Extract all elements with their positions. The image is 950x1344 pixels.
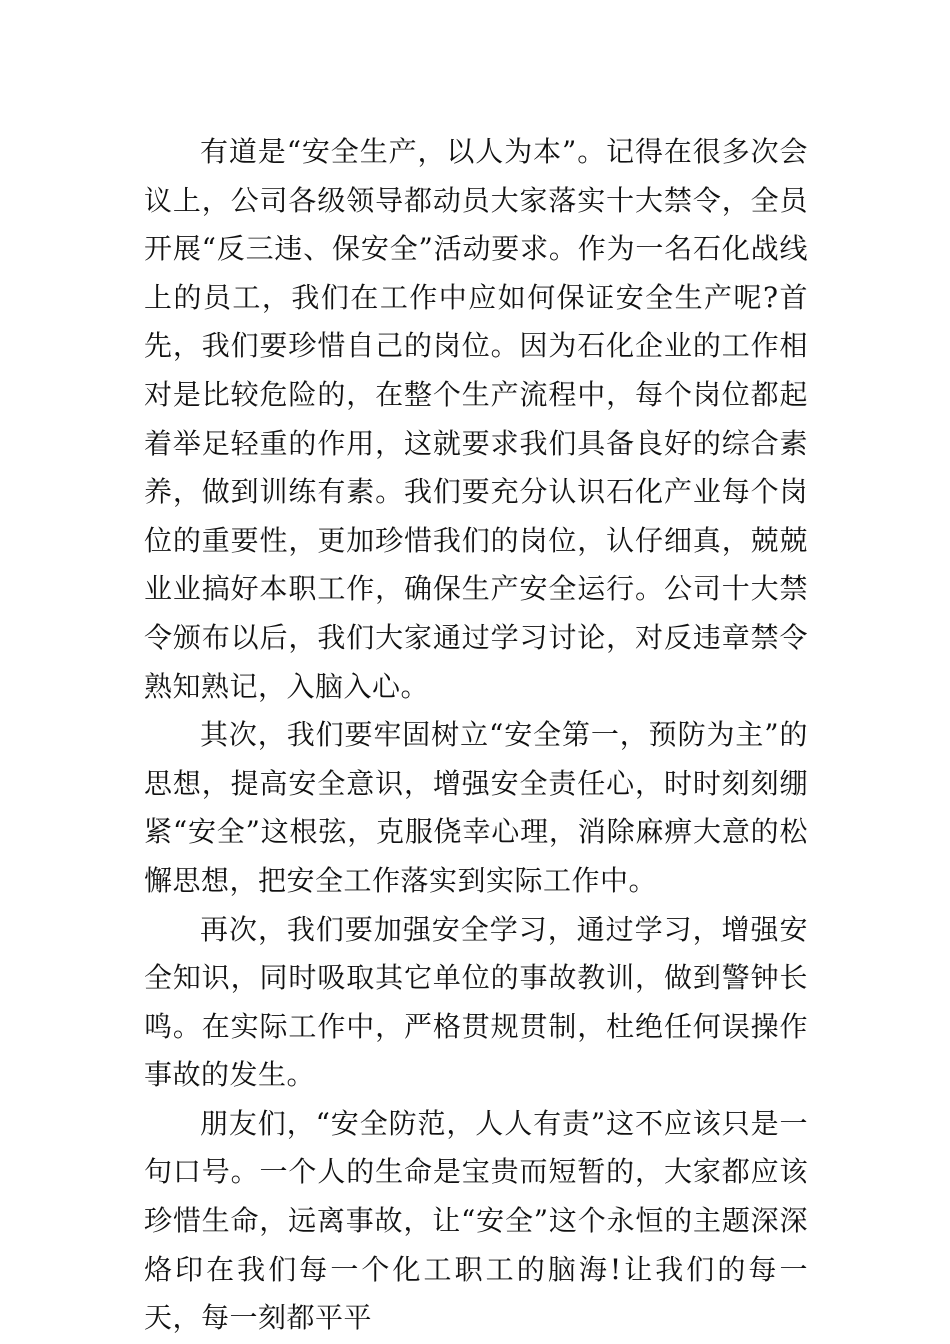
paragraph-3: 再次，我们要加强安全学习，通过学习，增强安全知识，同时吸取其它单位的事故教训，做到警钟长鸣。在实际工作中，严格贯规贯制，杜绝任何误操作事故的发生。 <box>144 912 808 1092</box>
paragraph-1: 有道是“安全生产，以人为本”。记得在很多次会议上，公司各级领导都动员大家落实十大禁令，全员开展“反三违、保安全”活动要求。作为一名石化战线上的员工，我们在工作中应如何保证安全生产呢?首先，我们要珍惜自己的岗位。因为石化企业的工作相对是比较危险的，在整个生产流程中，每个岗位都起着举足轻重的作用，这就要求我们具备良好的综合素养，做到训练有素。我们要充分认识石化产业每个岗位的重要性，更加珍惜我们的岗位，认仔细真，兢兢业业搞好本职工作，确保生产安全运行。公司十大禁令颁布以后，我们大家通过学习讨论，对反违章禁令熟知熟记，入脑入心。 <box>144 135 808 703</box>
paragraph-2: 其次，我们要牢固树立“安全第一，预防为主”的思想，提高安全意识，增强安全责任心，时时刻刻绷紧“安全”这根弦，克服侥幸心理，消除麻痹大意的松懈思想，把安全工作落实到实际工作中。 <box>144 718 808 897</box>
paragraph-4: 朋友们，“安全防范，人人有责”这不应该只是一句口号。一个人的生命是宝贵而短暂的，大家都应该珍惜生命，远离事故，让“安全”这个永恒的主题深深烙印在我们每一个化工职工的脑海!让我们的每一天，每一刻都平平 <box>144 1106 808 1335</box>
document-page <box>144 128 808 1343</box>
